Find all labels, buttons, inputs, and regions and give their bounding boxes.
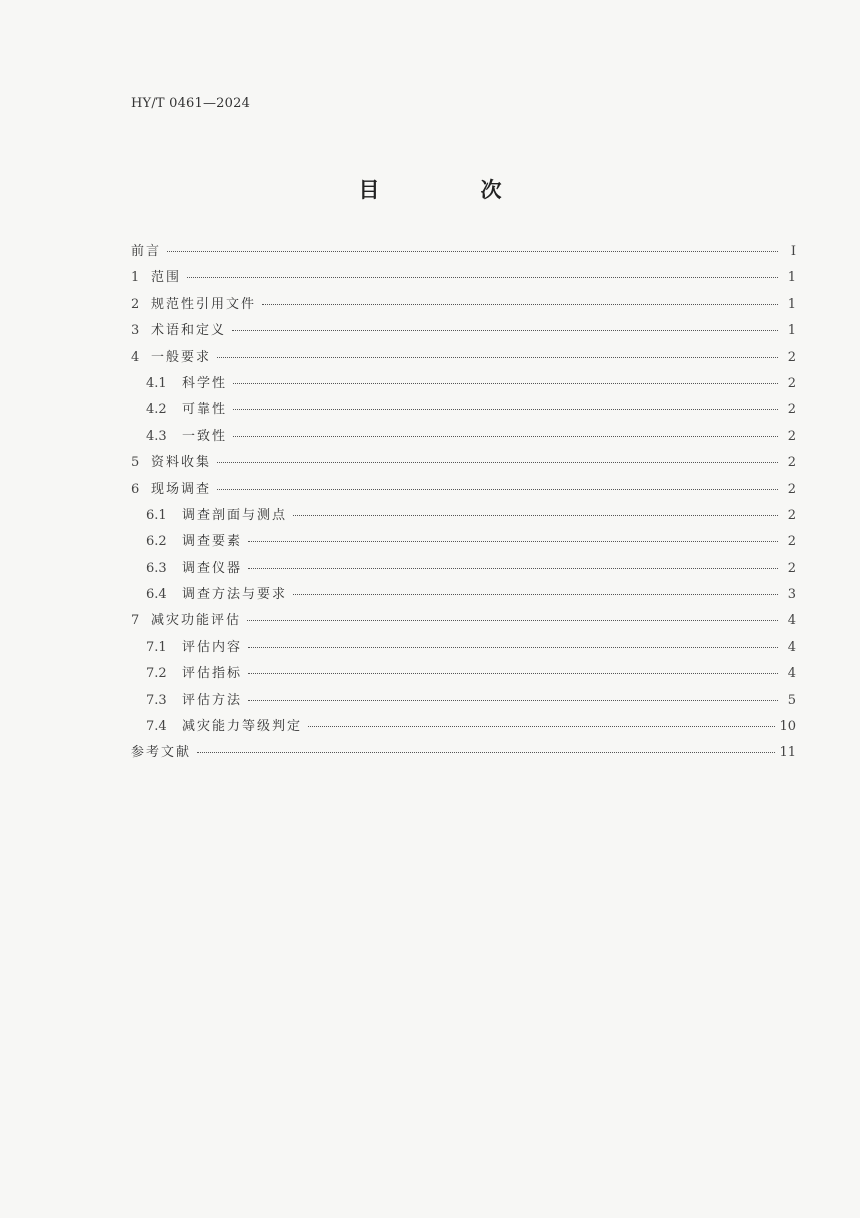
toc-entry-title: 术语和定义 [151,323,227,339]
toc-entry-page: 2 [787,534,796,550]
toc-entry-number: 5 [131,455,140,471]
toc-entry-page: 2 [787,507,796,523]
toc-entry-number: 7.4 [146,719,167,735]
toc-entry[interactable] [131,583,796,609]
toc-leader-dots [233,409,778,410]
toc-entry[interactable] [131,425,796,451]
toc-entry-number: 7.3 [146,692,167,708]
toc-entry-title: 调查剖面与测点 [182,507,288,523]
toc-entry-page: 4 [787,639,796,655]
toc-leader-dots [167,251,778,252]
toc-entry-number: 3 [131,323,140,339]
toc-entry[interactable] [131,478,796,504]
toc-entry-page: 2 [787,560,796,576]
toc-entry[interactable] [131,372,796,398]
toc-entry[interactable] [131,266,796,292]
toc-entry-number: 4.1 [146,375,167,391]
toc-entry-number: 4.2 [146,402,167,418]
toc-entry-title: 科学性 [182,375,228,391]
toc-entry-title: 参考文献 [131,745,192,761]
toc-entry-page: I [790,244,796,259]
toc-leader-dots [233,383,778,384]
toc-entry-title: 评估内容 [182,639,243,655]
toc-entry[interactable] [131,293,796,319]
toc-entry[interactable] [131,346,796,372]
toc-entry[interactable] [131,319,796,345]
toc-entry-title: 调查仪器 [182,560,243,576]
toc-entry-title: 调查方法与要求 [182,587,288,603]
toc-leader-dots [233,436,778,437]
toc-entry-page: 10 [779,719,796,735]
toc-entry-number: 4.3 [146,428,167,444]
toc-entry[interactable] [131,451,796,477]
toc-entry-page: 2 [787,402,796,418]
table-of-contents [131,240,796,768]
toc-entry-title: 减灾功能评估 [151,613,242,629]
toc-entry-title: 减灾能力等级判定 [182,719,303,735]
toc-entry[interactable] [131,741,796,767]
toc-leader-dots [248,700,778,701]
toc-leader-dots [217,462,778,463]
toc-entry[interactable] [131,398,796,424]
toc-leader-dots [248,541,778,542]
toc-entry-page: 5 [787,692,796,708]
toc-leader-dots [248,673,778,674]
toc-entry[interactable] [131,240,796,266]
toc-leader-dots [262,304,778,305]
toc-entry-title: 一致性 [182,428,228,444]
toc-entry-title: 评估指标 [182,666,243,682]
toc-entry-title: 现场调查 [151,481,212,497]
toc-entry-number: 6 [131,481,140,497]
toc-entry-page: 2 [787,349,796,365]
toc-entry[interactable] [131,557,796,583]
toc-leader-dots [217,489,778,490]
toc-entry-title: 前言 [131,244,162,259]
toc-entry-title: 规范性引用文件 [151,296,257,312]
toc-entry-title: 资料收集 [151,455,212,471]
toc-leader-dots [308,726,775,727]
toc-leader-dots [293,515,778,516]
toc-entry-page: 3 [787,587,796,603]
toc-leader-dots [247,620,778,621]
toc-entry-number: 6.1 [146,507,167,523]
toc-leader-dots [248,647,778,648]
toc-entry-title: 可靠性 [182,402,228,418]
toc-entry-number: 7.2 [146,666,167,682]
toc-leader-dots [197,752,775,753]
toc-entry[interactable] [131,609,796,635]
toc-entry-page: 1 [787,270,796,286]
toc-leader-dots [187,277,778,278]
toc-entry-title: 一般要求 [151,349,212,365]
toc-entry[interactable] [131,530,796,556]
toc-entry-page: 4 [787,613,796,629]
toc-leader-dots [293,594,778,595]
toc-entry[interactable] [131,662,796,688]
toc-entry-number: 2 [131,296,140,312]
toc-entry-number: 6.3 [146,560,167,576]
toc-entry-page: 2 [787,481,796,497]
toc-entry-number: 6.2 [146,534,167,550]
toc-entry-page: 2 [787,455,796,471]
toc-entry-number: 7 [131,613,140,629]
toc-entry-page: 1 [787,323,796,339]
toc-entry-page: 2 [787,428,796,444]
toc-entry-number: 6.4 [146,587,167,603]
toc-entry-title: 评估方法 [182,692,243,708]
toc-entry-number: 7.1 [146,639,167,655]
toc-leader-dots [217,357,778,358]
toc-leader-dots [248,568,778,569]
toc-entry-page: 2 [787,375,796,391]
toc-title: 目 次 [358,178,542,202]
toc-entry[interactable] [131,636,796,662]
toc-entry-number: 1 [131,270,140,286]
toc-entry-title: 范围 [151,270,182,286]
toc-entry-number: 4 [131,349,140,365]
toc-entry-title: 调查要素 [182,534,243,550]
toc-leader-dots [232,330,778,331]
toc-entry-page: 4 [787,666,796,682]
document-code: HY/T 0461—2024 [131,96,251,111]
toc-entry[interactable] [131,715,796,741]
toc-entry-page: 1 [787,296,796,312]
toc-entry[interactable] [131,504,796,530]
toc-entry[interactable] [131,689,796,715]
toc-entry-page: 11 [779,745,796,761]
